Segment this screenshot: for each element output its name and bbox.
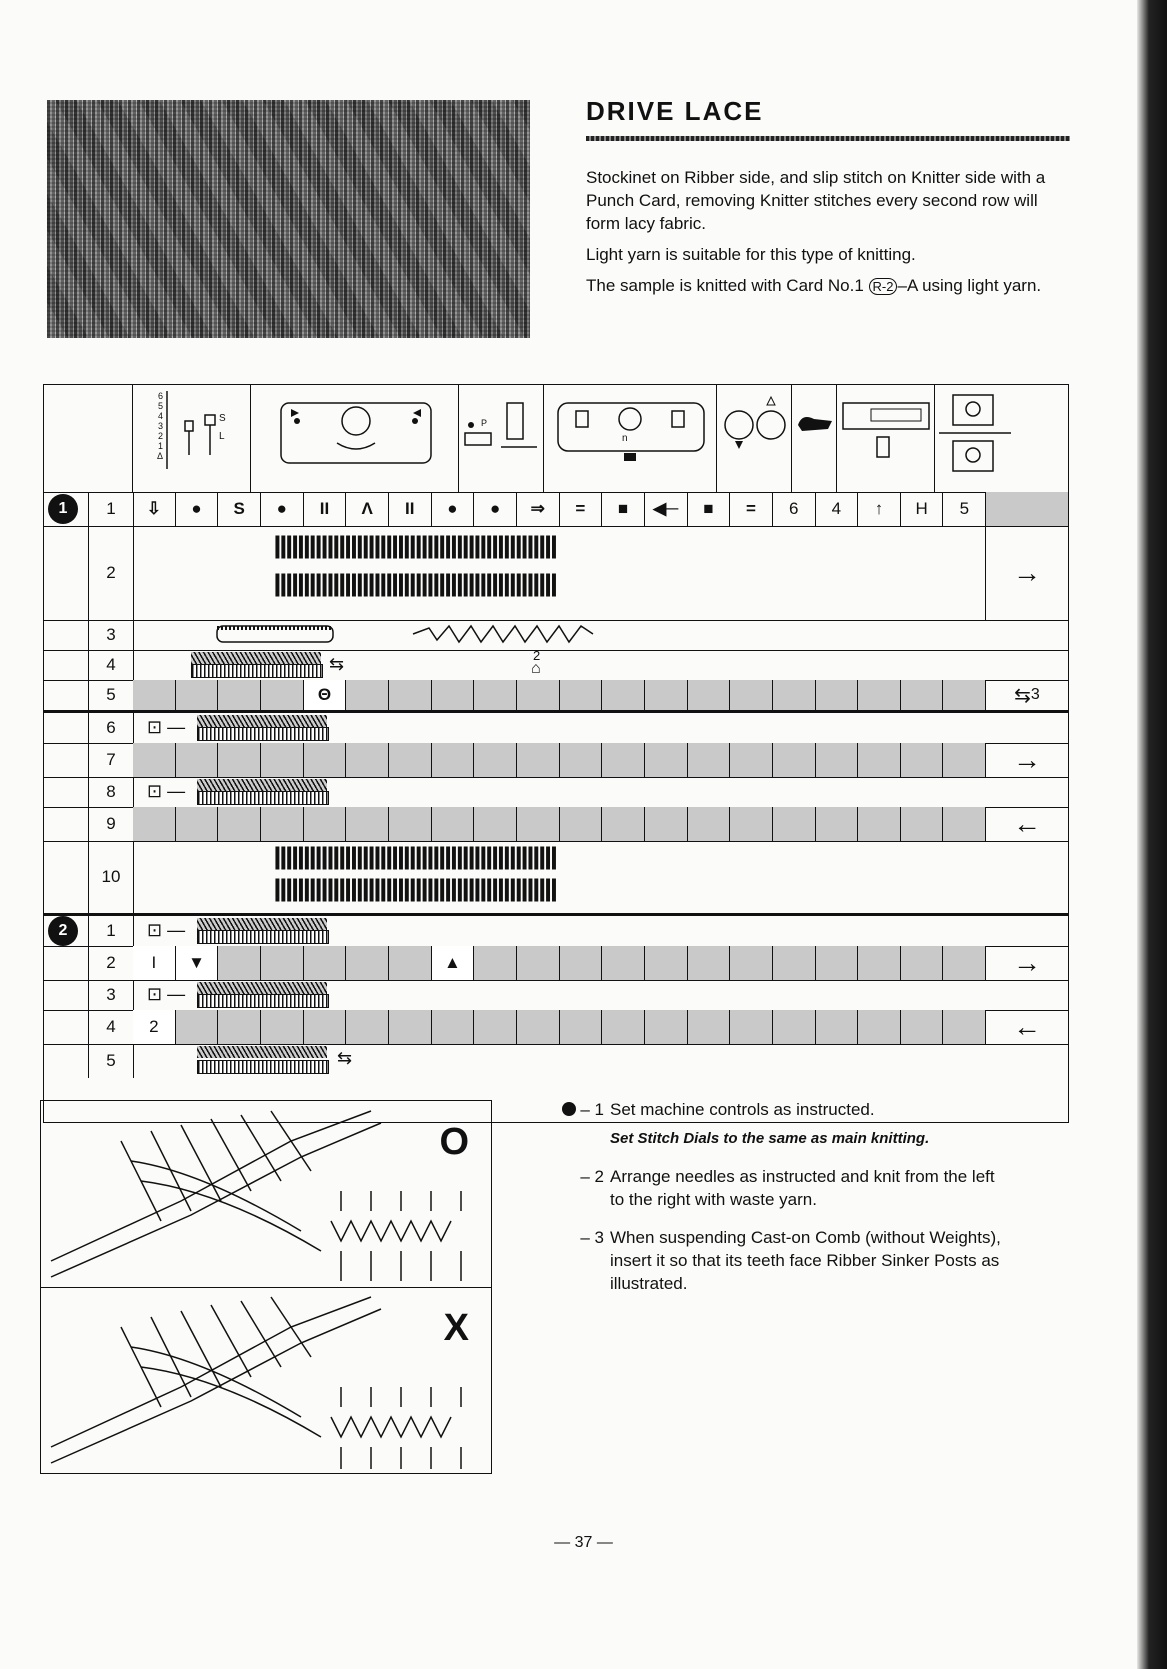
setting-eq-1: = — [560, 492, 603, 526]
tension-icon — [717, 385, 792, 492]
scale-5: 5 — [157, 401, 163, 411]
header-hand — [791, 385, 837, 492]
dial-lever-icon — [133, 385, 251, 492]
instruction-steps — [520, 1098, 1010, 1310]
knitting-chart — [43, 384, 1069, 1123]
s1-row-5 — [44, 680, 1068, 711]
setting-block-2: ■ — [688, 492, 731, 526]
s1-row-4 — [44, 650, 1068, 681]
s1-row-9 — [44, 807, 1068, 842]
correct-mark: O — [439, 1121, 469, 1163]
lower-needles: ⅡⅡⅡⅡⅡⅡⅡⅡⅡⅡⅡⅡⅡⅡⅡⅡⅡⅡⅡⅡⅡⅡⅡⅡ — [273, 569, 556, 604]
row-number: 4 — [88, 650, 134, 680]
row-number: 10 — [88, 841, 134, 913]
settings-grid — [133, 492, 986, 526]
header-cam — [836, 385, 935, 492]
setting-ii-2: II — [389, 492, 432, 526]
scale-delta: Δ — [156, 451, 163, 461]
title-rule — [586, 136, 1070, 141]
header-racking — [543, 385, 717, 492]
row-number: 7 — [88, 743, 134, 777]
setting-h: H — [901, 492, 944, 526]
section-1-bullet-icon — [562, 1102, 576, 1116]
cell-i: I — [133, 946, 176, 980]
step-label — [520, 1098, 604, 1121]
row-number: 1 — [88, 492, 134, 526]
carriage-direction: → — [985, 743, 1068, 777]
row-number: 5 — [88, 1044, 134, 1078]
header-transfer — [934, 385, 1017, 492]
s2-row-2 — [44, 946, 1068, 981]
setting-5: 5 — [943, 492, 986, 526]
carriage-direction: ← — [985, 807, 1068, 841]
s2-row-3 — [44, 980, 1068, 1011]
row-number: 3 — [88, 620, 134, 650]
setting-dot-4: ● — [474, 492, 517, 526]
wrong-mark: X — [443, 1307, 469, 1349]
header-ribber-controls — [250, 385, 459, 492]
ribber-bed-bar — [191, 664, 323, 678]
s2-row-1 — [44, 916, 1068, 947]
label-l: L — [219, 431, 225, 442]
transfer-icon: ⇆ — [329, 654, 345, 674]
transfer-icon — [935, 385, 1017, 492]
sample-note — [586, 274, 1076, 297]
step-2-text: Arrange needles as instructed and knit from the left to the right with waste yarn. — [610, 1167, 995, 1209]
wrong-comb-drawing — [41, 1287, 491, 1473]
s1-row-6 — [44, 713, 1068, 744]
tool-icon: ⊡ — — [147, 717, 186, 737]
label-p: P — [481, 418, 488, 428]
weight-count: 2 — [533, 648, 541, 663]
s2-row-1-transfer — [133, 916, 1068, 946]
tool-icon: ⊡ — — [147, 920, 186, 940]
step-2 — [520, 1165, 1010, 1211]
needle-arrangement — [133, 526, 986, 620]
transfer-icon: ⇆ — [337, 1048, 353, 1068]
step-1-number: – 1 — [580, 1100, 604, 1119]
fabric-sample-photo — [47, 100, 530, 338]
ribber-bed-bar — [197, 930, 329, 944]
correct-illustration — [41, 1101, 491, 1288]
correct-comb-drawing — [41, 1101, 491, 1287]
s1-row-1 — [44, 492, 1068, 527]
s1-row-7 — [44, 743, 1068, 778]
intro-text — [586, 166, 1076, 305]
knitter-bed-bar — [197, 982, 327, 994]
s2-row-5 — [44, 1044, 1068, 1078]
setting-block-1: ■ — [602, 492, 645, 526]
step-1-note: Set Stitch Dials to the same as main knitting. — [610, 1130, 930, 1147]
setting-s: S — [218, 492, 261, 526]
setting-4: 4 — [816, 492, 859, 526]
cast-on-comb-icon — [133, 620, 1033, 650]
repeat-arrows: ⇆ — [1014, 684, 1031, 707]
page-title: DRIVE LACE — [586, 96, 764, 126]
shaded-grid — [133, 680, 986, 710]
s1-row-3 — [44, 620, 1068, 651]
step-1 — [520, 1098, 1010, 1150]
repeat-count: 3 — [1030, 686, 1040, 703]
card-badge: R-2 — [869, 278, 898, 295]
carriage-direction: → — [985, 526, 1068, 620]
s2-row-4 — [44, 1010, 1068, 1045]
ribber-bed-bar — [197, 994, 329, 1008]
s1-row-2 — [44, 526, 1068, 621]
ribber-dial-icon — [251, 385, 459, 492]
s1-row-8 — [44, 777, 1068, 808]
upper-needles: ⅡⅡⅡⅡⅡⅡⅡⅡⅡⅡⅡⅡⅡⅡⅡⅡⅡⅡⅡⅡⅡⅡⅡⅡ — [273, 531, 556, 566]
step-3-text: When suspending Cast-on Comb (without Weights), insert it so that its teeth face Ribber Sinker Posts as illustrated. — [610, 1228, 1001, 1293]
step-2-number: – 2 — [580, 1167, 604, 1186]
intro-paragraph-1: Stockinet on Ribber side, and slip stitch on Knitter side with a Punch Card, removing Knitter stitches every second row will form lacy fabric. — [586, 168, 1046, 233]
upper-needles: ⅡⅡⅡⅡⅡⅡⅡⅡⅡⅡⅡⅡⅡⅡⅡⅡⅡⅡⅡⅡⅡⅡⅡⅡ — [273, 842, 556, 877]
s1-row-7-cells — [133, 743, 986, 777]
header-tension — [716, 385, 792, 492]
row-number: 2 — [88, 526, 134, 620]
s1-row-6-transfer — [133, 713, 1068, 743]
scale-3: 3 — [157, 421, 163, 431]
scale-2: 2 — [157, 431, 163, 441]
carriage-direction: ← — [985, 1010, 1068, 1044]
section-2-badge: 2 — [48, 916, 78, 946]
s1-row-1-settings — [133, 492, 986, 526]
carriage-repeat — [985, 680, 1068, 710]
knitter-bed-bar — [197, 715, 327, 727]
hand-icon — [792, 385, 837, 492]
intro-paragraph-2: Light yarn is suitable for this type of knitting. — [586, 245, 916, 264]
s1-row-9-cells — [133, 807, 986, 841]
setting-lambda: Λ — [346, 492, 389, 526]
cell-down-triangle: ▼ — [176, 946, 219, 980]
knitter-bed-bar — [197, 1046, 327, 1058]
page-binding-edge — [1137, 0, 1167, 1669]
cell-up-triangle: ▲ — [432, 946, 475, 980]
header-pitch — [458, 385, 544, 492]
tool-icon: ⊡ — — [147, 781, 186, 801]
setting-left-arrow: ◀─ — [645, 492, 688, 526]
ribber-bed-bar — [197, 791, 329, 805]
row-number: 1 — [88, 916, 134, 946]
s1-row-10 — [44, 841, 1068, 914]
step-1-text: Set machine controls as instructed. — [610, 1100, 875, 1119]
lower-needles: ⅡⅡⅡⅡⅡⅡⅡⅡⅡⅡⅡⅡⅡⅡⅡⅡⅡⅡⅡⅡⅡⅡⅡⅡ — [273, 874, 556, 909]
pitch-lever-icon — [459, 385, 544, 492]
setting-dot-3: ● — [432, 492, 475, 526]
label-n: n — [622, 433, 628, 444]
header-stitch-dial — [132, 385, 251, 492]
setting-up-arrow: ↑ — [858, 492, 901, 526]
row-number: 8 — [88, 777, 134, 807]
scale-6: 6 — [157, 391, 163, 401]
row-number: 3 — [88, 980, 134, 1010]
setting-6: 6 — [773, 492, 816, 526]
tool-icon: ⊡ — — [147, 984, 186, 1004]
wrong-illustration — [41, 1287, 491, 1473]
step-3 — [520, 1226, 1010, 1295]
s1-row-8-transfer — [133, 777, 1068, 807]
row-number: 5 — [88, 680, 134, 710]
cast-on-comb-row — [133, 620, 1068, 650]
row-number: 4 — [88, 1010, 134, 1044]
setting-ii-1: II — [304, 492, 347, 526]
s2-row-4-cells — [133, 1010, 986, 1044]
page-number: — 37 — — [554, 1534, 613, 1551]
setting-down: ⇩ — [133, 492, 176, 526]
s2-row-2-cells — [133, 946, 986, 980]
s2-row-5-transfer — [133, 1044, 1068, 1078]
row-number: 6 — [88, 713, 134, 743]
racking-handle-icon — [544, 385, 717, 492]
row-number: 9 — [88, 807, 134, 841]
cam-symbol: Θ — [304, 680, 347, 710]
label-s: S — [219, 413, 226, 424]
cam-box-icon — [837, 385, 935, 492]
setting-dot-1: ● — [176, 492, 219, 526]
scale-4: 4 — [157, 411, 163, 421]
row-number: 2 — [88, 946, 134, 980]
comb-illustrations — [40, 1100, 492, 1474]
carriage-direction: → — [985, 946, 1068, 980]
knitter-bed-bar — [197, 918, 327, 930]
ribber-bed-bar — [197, 727, 329, 741]
s1-row-5-cells — [133, 680, 986, 710]
sample-suffix: –A using light yarn. — [897, 276, 1042, 295]
setting-arrow-box: ⇒ — [517, 492, 560, 526]
knitter-bed-bar — [197, 779, 327, 791]
step-3-number: – 3 — [580, 1228, 604, 1247]
section-1-badge: 1 — [48, 494, 78, 524]
setting-dot-2: ● — [261, 492, 304, 526]
ribber-bed-row — [133, 650, 1068, 680]
weight-icon: ⌂ — [531, 660, 541, 677]
needle-arrangement-2 — [133, 841, 986, 913]
scale-1: 1 — [157, 441, 163, 451]
cell-2: 2 — [133, 1010, 176, 1044]
knitter-bed-bar — [191, 652, 321, 664]
s1-row-1-carriage — [985, 492, 1068, 526]
ribber-bed-bar — [197, 1060, 329, 1074]
setting-eq-2: = — [730, 492, 773, 526]
s2-row-3-transfer — [133, 980, 1068, 1010]
sample-prefix: The sample is knitted with Card No.1 — [586, 276, 864, 295]
chart-header — [44, 385, 1068, 493]
